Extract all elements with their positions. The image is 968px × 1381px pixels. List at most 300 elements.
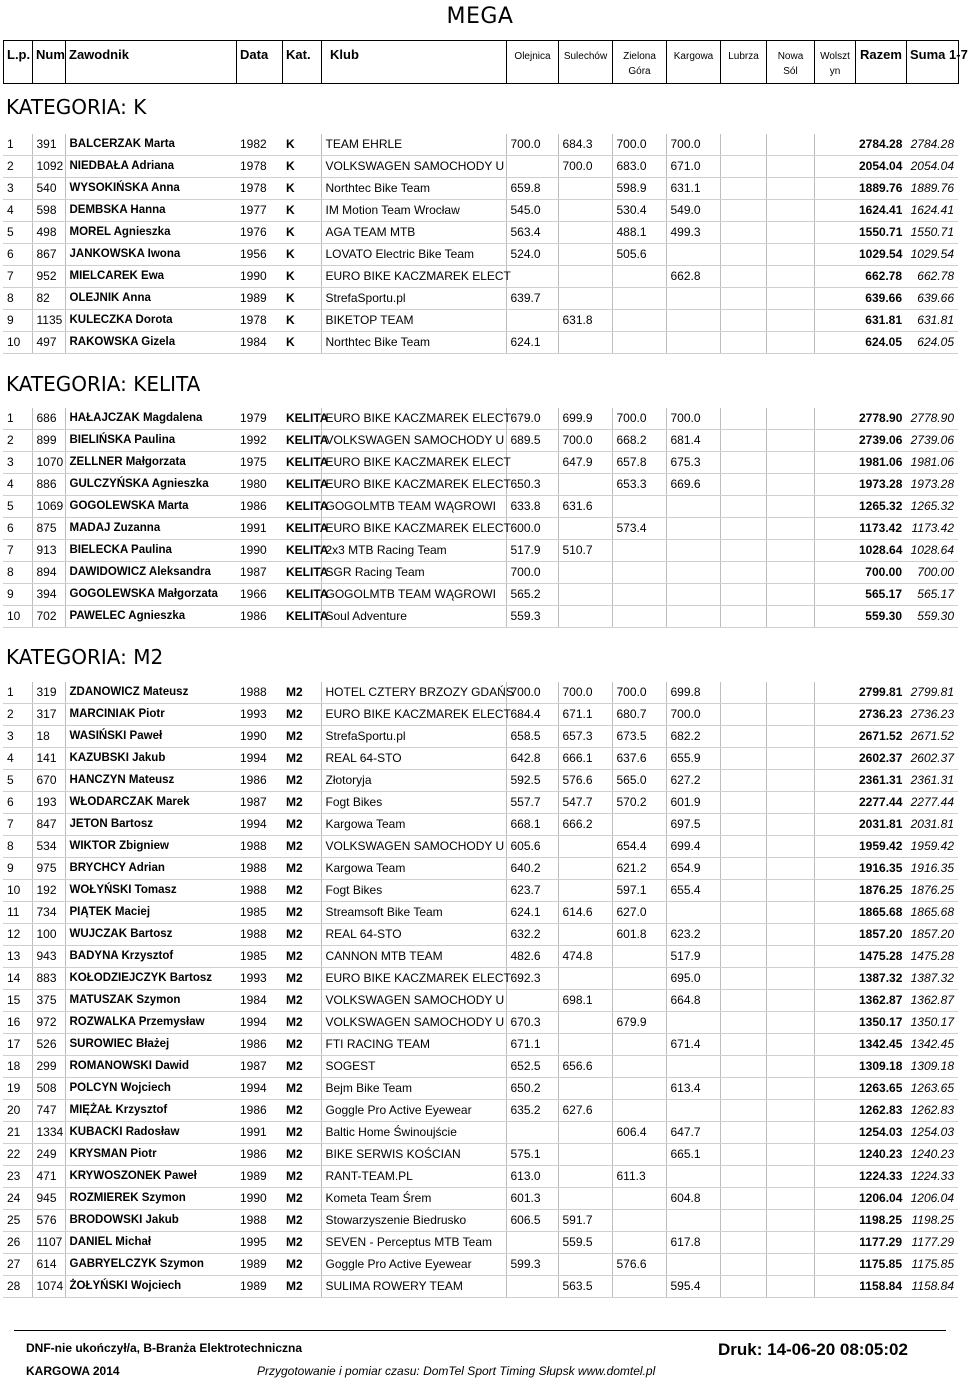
cell-olejnica bbox=[506, 310, 558, 332]
cell-olejnica: 624.1 bbox=[506, 332, 558, 354]
cell-wolsztyn bbox=[814, 836, 855, 858]
cell-razem: 2736.23 bbox=[855, 704, 906, 726]
cell-sulechow: 666.2 bbox=[558, 814, 612, 836]
cell-nowa-sol bbox=[766, 1078, 814, 1100]
cell-wolsztyn bbox=[814, 902, 855, 924]
table-row bbox=[3, 222, 958, 244]
cell-num: 1334 bbox=[32, 1122, 65, 1144]
cell-data: 1984 bbox=[236, 332, 282, 354]
cell-klub: EURO BIKE KACZMAREK ELECT bbox=[321, 408, 506, 430]
cell-sulechow bbox=[558, 178, 612, 200]
cell-kat: M2 bbox=[282, 968, 321, 990]
table-row bbox=[3, 792, 958, 814]
table-row bbox=[3, 770, 958, 792]
cell-klub: Goggle Pro Active Eyewear bbox=[321, 1254, 506, 1276]
cell-razem: 1475.28 bbox=[855, 946, 906, 968]
cell-zawodnik: MIĘŻAŁ Krzysztof bbox=[65, 1100, 236, 1122]
cell-nowa-sol bbox=[766, 924, 814, 946]
cell-kargowa bbox=[666, 562, 720, 584]
cell-suma: 2739.06 bbox=[906, 430, 958, 452]
cell-data: 1994 bbox=[236, 1078, 282, 1100]
cell-zielona-gora bbox=[612, 1100, 666, 1122]
cell-lubrza bbox=[720, 880, 766, 902]
cell-zielona-gora: 637.6 bbox=[612, 748, 666, 770]
cell-wolsztyn bbox=[814, 452, 855, 474]
cell-kargowa bbox=[666, 1210, 720, 1232]
cell-lubrza bbox=[720, 288, 766, 310]
cell-kat: M2 bbox=[282, 1100, 321, 1122]
cell-nowa-sol bbox=[766, 1188, 814, 1210]
cell-razem: 1309.18 bbox=[855, 1056, 906, 1078]
cell-razem: 1350.17 bbox=[855, 1012, 906, 1034]
footer-legend: DNF-nie ukończył/a, B-Branża Elektrotechniczna bbox=[26, 1341, 303, 1355]
cell-num: 598 bbox=[32, 200, 65, 222]
cell-zawodnik: PAWELEC Agnieszka bbox=[65, 606, 236, 628]
cell-klub: GOGOLMTB TEAM WĄGROWI bbox=[321, 496, 506, 518]
cell-lubrza bbox=[720, 518, 766, 540]
cell-lubrza bbox=[720, 792, 766, 814]
table-row bbox=[3, 1232, 958, 1254]
cell-num: 1107 bbox=[32, 1232, 65, 1254]
cell-olejnica: 600.0 bbox=[506, 518, 558, 540]
cell-wolsztyn bbox=[814, 1078, 855, 1100]
cell-zielona-gora: 700.0 bbox=[612, 408, 666, 430]
header-kat: Kat. bbox=[283, 41, 322, 84]
cell-klub: VOLKSWAGEN SAMOCHODY U bbox=[321, 430, 506, 452]
cell-klub: EURO BIKE KACZMAREK ELECT bbox=[321, 968, 506, 990]
cell-razem: 2054.04 bbox=[855, 156, 906, 178]
cell-sulechow bbox=[558, 1166, 612, 1188]
cell-olejnica: 545.0 bbox=[506, 200, 558, 222]
cell-kat: M2 bbox=[282, 1122, 321, 1144]
cell-zielona-gora bbox=[612, 1078, 666, 1100]
cell-klub: EURO BIKE KACZMAREK ELECT bbox=[321, 518, 506, 540]
cell-data: 1991 bbox=[236, 1122, 282, 1144]
cell-suma: 559.30 bbox=[906, 606, 958, 628]
cell-sulechow bbox=[558, 266, 612, 288]
table-row bbox=[3, 924, 958, 946]
cell-suma: 639.66 bbox=[906, 288, 958, 310]
cell-suma: 1240.23 bbox=[906, 1144, 958, 1166]
cell-lubrza bbox=[720, 244, 766, 266]
cell-suma: 2602.37 bbox=[906, 748, 958, 770]
table-row bbox=[3, 540, 958, 562]
header-wolsztyn: Wolsztyn bbox=[815, 41, 856, 84]
cell-wolsztyn bbox=[814, 408, 855, 430]
cell-sulechow: 614.6 bbox=[558, 902, 612, 924]
cell-olejnica: 679.0 bbox=[506, 408, 558, 430]
cell-num: 670 bbox=[32, 770, 65, 792]
cell-lubrza bbox=[720, 704, 766, 726]
cell-lp: 2 bbox=[3, 704, 32, 726]
cell-lp: 19 bbox=[3, 1078, 32, 1100]
cell-wolsztyn bbox=[814, 1012, 855, 1034]
cell-zawodnik: DEMBSKA Hanna bbox=[65, 200, 236, 222]
cell-klub: VOLKSWAGEN SAMOCHODY U bbox=[321, 156, 506, 178]
cell-olejnica: 650.3 bbox=[506, 474, 558, 496]
cell-kargowa bbox=[666, 1012, 720, 1034]
cell-nowa-sol bbox=[766, 990, 814, 1012]
cell-suma: 1624.41 bbox=[906, 200, 958, 222]
cell-sulechow bbox=[558, 968, 612, 990]
cell-num: 576 bbox=[32, 1210, 65, 1232]
cell-klub: Fogt Bikes bbox=[321, 792, 506, 814]
cell-olejnica: 613.0 bbox=[506, 1166, 558, 1188]
cell-lp: 25 bbox=[3, 1210, 32, 1232]
header-zawodnik: Zawodnik bbox=[66, 41, 237, 84]
cell-num: 867 bbox=[32, 244, 65, 266]
cell-sulechow bbox=[558, 200, 612, 222]
cell-lp: 9 bbox=[3, 858, 32, 880]
cell-olejnica: 700.0 bbox=[506, 562, 558, 584]
cell-razem: 1550.71 bbox=[855, 222, 906, 244]
cell-olejnica: 659.8 bbox=[506, 178, 558, 200]
cell-nowa-sol bbox=[766, 858, 814, 880]
table-row bbox=[3, 836, 958, 858]
cell-kat: M2 bbox=[282, 902, 321, 924]
cell-lubrza bbox=[720, 1166, 766, 1188]
cell-klub: GOGOLMTB TEAM WĄGROWI bbox=[321, 584, 506, 606]
cell-nowa-sol bbox=[766, 606, 814, 628]
cell-zielona-gora: 679.9 bbox=[612, 1012, 666, 1034]
cell-kat: KELITA bbox=[282, 430, 321, 452]
cell-zielona-gora: 621.2 bbox=[612, 858, 666, 880]
cell-lubrza bbox=[720, 496, 766, 518]
cell-lp: 23 bbox=[3, 1166, 32, 1188]
cell-olejnica bbox=[506, 990, 558, 1012]
cell-wolsztyn bbox=[814, 310, 855, 332]
cell-sulechow bbox=[558, 880, 612, 902]
cell-kat: K bbox=[282, 266, 321, 288]
cell-data: 1991 bbox=[236, 518, 282, 540]
cell-zawodnik: HAŁAJCZAK Magdalena bbox=[65, 408, 236, 430]
cell-wolsztyn bbox=[814, 924, 855, 946]
cell-data: 1992 bbox=[236, 430, 282, 452]
cell-razem: 1224.33 bbox=[855, 1166, 906, 1188]
cell-zielona-gora: 653.3 bbox=[612, 474, 666, 496]
cell-klub: Streamsoft Bike Team bbox=[321, 902, 506, 924]
cell-lp: 28 bbox=[3, 1276, 32, 1298]
cell-sulechow bbox=[558, 924, 612, 946]
cell-zielona-gora bbox=[612, 584, 666, 606]
cell-olejnica: 605.6 bbox=[506, 836, 558, 858]
cell-wolsztyn bbox=[814, 880, 855, 902]
table-row bbox=[3, 606, 958, 628]
table-row bbox=[3, 288, 958, 310]
cell-kat: M2 bbox=[282, 1254, 321, 1276]
cell-razem: 2671.52 bbox=[855, 726, 906, 748]
header-num: Num bbox=[33, 41, 66, 84]
cell-num: 319 bbox=[32, 682, 65, 704]
cell-klub: Kargowa Team bbox=[321, 858, 506, 880]
cell-lubrza bbox=[720, 606, 766, 628]
cell-kat: M2 bbox=[282, 1056, 321, 1078]
cell-zielona-gora bbox=[612, 606, 666, 628]
cell-nowa-sol bbox=[766, 200, 814, 222]
cell-zielona-gora bbox=[612, 288, 666, 310]
cell-zawodnik: GULCZYŃSKA Agnieszka bbox=[65, 474, 236, 496]
cell-kat: KELITA bbox=[282, 518, 321, 540]
cell-suma: 1029.54 bbox=[906, 244, 958, 266]
footer-divider bbox=[14, 1330, 946, 1331]
cell-nowa-sol bbox=[766, 836, 814, 858]
cell-lp: 7 bbox=[3, 540, 32, 562]
cell-num: 82 bbox=[32, 288, 65, 310]
cell-kargowa: 604.8 bbox=[666, 1188, 720, 1210]
cell-razem: 565.17 bbox=[855, 584, 906, 606]
cell-razem: 2602.37 bbox=[855, 748, 906, 770]
cell-nowa-sol bbox=[766, 288, 814, 310]
cell-olejnica: 633.8 bbox=[506, 496, 558, 518]
cell-klub: EURO BIKE KACZMAREK ELECT bbox=[321, 474, 506, 496]
cell-olejnica: 658.5 bbox=[506, 726, 558, 748]
cell-olejnica: 599.3 bbox=[506, 1254, 558, 1276]
table-row bbox=[3, 430, 958, 452]
table-row bbox=[3, 968, 958, 990]
cell-lp: 5 bbox=[3, 496, 32, 518]
cell-sulechow bbox=[558, 1122, 612, 1144]
cell-razem: 2784.28 bbox=[855, 134, 906, 156]
cell-sulechow: 698.1 bbox=[558, 990, 612, 1012]
cell-kargowa bbox=[666, 584, 720, 606]
cell-wolsztyn bbox=[814, 244, 855, 266]
cell-kargowa bbox=[666, 902, 720, 924]
cell-num: 975 bbox=[32, 858, 65, 880]
cell-kat: M2 bbox=[282, 946, 321, 968]
cell-zawodnik: ZDANOWICZ Mateusz bbox=[65, 682, 236, 704]
cell-kargowa bbox=[666, 1100, 720, 1122]
cell-lp: 9 bbox=[3, 584, 32, 606]
header-suma: Suma 1-7 bbox=[907, 41, 959, 84]
cell-data: 1993 bbox=[236, 968, 282, 990]
cell-zawodnik: MIELCAREK Ewa bbox=[65, 266, 236, 288]
cell-nowa-sol bbox=[766, 814, 814, 836]
cell-data: 1966 bbox=[236, 584, 282, 606]
cell-lubrza bbox=[720, 748, 766, 770]
cell-razem: 2739.06 bbox=[855, 430, 906, 452]
cell-num: 498 bbox=[32, 222, 65, 244]
cell-nowa-sol bbox=[766, 222, 814, 244]
cell-lp: 18 bbox=[3, 1056, 32, 1078]
cell-lubrza bbox=[720, 222, 766, 244]
cell-data: 1978 bbox=[236, 156, 282, 178]
cell-kargowa: 595.4 bbox=[666, 1276, 720, 1298]
table-row bbox=[3, 748, 958, 770]
cell-zielona-gora: 606.4 bbox=[612, 1122, 666, 1144]
cell-wolsztyn bbox=[814, 968, 855, 990]
cell-num: 847 bbox=[32, 814, 65, 836]
cell-nowa-sol bbox=[766, 946, 814, 968]
cell-kargowa: 700.0 bbox=[666, 704, 720, 726]
cell-suma: 2054.04 bbox=[906, 156, 958, 178]
cell-data: 1990 bbox=[236, 540, 282, 562]
cell-data: 1984 bbox=[236, 990, 282, 1012]
cell-suma: 1550.71 bbox=[906, 222, 958, 244]
cell-suma: 1876.25 bbox=[906, 880, 958, 902]
cell-zawodnik: NIEDBAŁA Adriana bbox=[65, 156, 236, 178]
cell-data: 1988 bbox=[236, 858, 282, 880]
cell-olejnica bbox=[506, 266, 558, 288]
table-row bbox=[3, 1056, 958, 1078]
cell-kargowa bbox=[666, 540, 720, 562]
cell-zielona-gora bbox=[612, 1210, 666, 1232]
cell-suma: 1206.04 bbox=[906, 1188, 958, 1210]
cell-zawodnik: BALCERZAK Marta bbox=[65, 134, 236, 156]
cell-lubrza bbox=[720, 1144, 766, 1166]
cell-data: 1979 bbox=[236, 408, 282, 430]
cell-wolsztyn bbox=[814, 156, 855, 178]
table-row bbox=[3, 1254, 958, 1276]
cell-suma: 631.81 bbox=[906, 310, 958, 332]
cell-klub: LOVATO Electric Bike Team bbox=[321, 244, 506, 266]
cell-lubrza bbox=[720, 540, 766, 562]
cell-wolsztyn bbox=[814, 1276, 855, 1298]
cell-lp: 8 bbox=[3, 288, 32, 310]
table-row bbox=[3, 1144, 958, 1166]
table-row bbox=[3, 200, 958, 222]
cell-klub: Złotoryja bbox=[321, 770, 506, 792]
cell-zawodnik: MADAJ Zuzanna bbox=[65, 518, 236, 540]
cell-lp: 5 bbox=[3, 222, 32, 244]
cell-num: 1069 bbox=[32, 496, 65, 518]
cell-num: 1135 bbox=[32, 310, 65, 332]
cell-lubrza bbox=[720, 836, 766, 858]
cell-kat: K bbox=[282, 156, 321, 178]
cell-sulechow bbox=[558, 606, 612, 628]
cell-wolsztyn bbox=[814, 858, 855, 880]
table-row bbox=[3, 518, 958, 540]
cell-wolsztyn bbox=[814, 1056, 855, 1078]
cell-lubrza bbox=[720, 814, 766, 836]
cell-nowa-sol bbox=[766, 156, 814, 178]
cell-suma: 1263.65 bbox=[906, 1078, 958, 1100]
cell-wolsztyn bbox=[814, 496, 855, 518]
cell-zielona-gora bbox=[612, 814, 666, 836]
cell-olejnica: 524.0 bbox=[506, 244, 558, 266]
cell-sulechow bbox=[558, 222, 612, 244]
cell-zawodnik: KAZUBSKI Jakub bbox=[65, 748, 236, 770]
cell-lubrza bbox=[720, 726, 766, 748]
cell-lp: 1 bbox=[3, 134, 32, 156]
cell-suma: 2778.90 bbox=[906, 408, 958, 430]
cell-data: 1988 bbox=[236, 682, 282, 704]
table-row bbox=[3, 858, 958, 880]
cell-lubrza bbox=[720, 584, 766, 606]
cell-olejnica: 557.7 bbox=[506, 792, 558, 814]
cell-klub: Baltic Home Świnoujście bbox=[321, 1122, 506, 1144]
cell-suma: 624.05 bbox=[906, 332, 958, 354]
cell-kargowa bbox=[666, 496, 720, 518]
cell-suma: 2784.28 bbox=[906, 134, 958, 156]
cell-olejnica: 650.2 bbox=[506, 1078, 558, 1100]
cell-num: 100 bbox=[32, 924, 65, 946]
cell-razem: 1265.32 bbox=[855, 496, 906, 518]
cell-kat: M2 bbox=[282, 1078, 321, 1100]
cell-olejnica: 668.1 bbox=[506, 814, 558, 836]
cell-razem: 1254.03 bbox=[855, 1122, 906, 1144]
table-row bbox=[3, 134, 958, 156]
cell-nowa-sol bbox=[766, 1254, 814, 1276]
cell-lp: 3 bbox=[3, 726, 32, 748]
cell-wolsztyn bbox=[814, 704, 855, 726]
cell-klub: SGR Racing Team bbox=[321, 562, 506, 584]
cell-klub: Fogt Bikes bbox=[321, 880, 506, 902]
cell-wolsztyn bbox=[814, 288, 855, 310]
cell-kat: M2 bbox=[282, 1166, 321, 1188]
cell-kargowa: 682.2 bbox=[666, 726, 720, 748]
cell-suma: 1175.85 bbox=[906, 1254, 958, 1276]
cell-kargowa bbox=[666, 1056, 720, 1078]
cell-kargowa: 623.2 bbox=[666, 924, 720, 946]
cell-sulechow: 647.9 bbox=[558, 452, 612, 474]
cell-zielona-gora: 505.6 bbox=[612, 244, 666, 266]
cell-zawodnik: MATUSZAK Szymon bbox=[65, 990, 236, 1012]
cell-klub: IM Motion Team Wrocław bbox=[321, 200, 506, 222]
table-row bbox=[3, 156, 958, 178]
cell-num: 540 bbox=[32, 178, 65, 200]
table-row bbox=[3, 1100, 958, 1122]
cell-num: 972 bbox=[32, 1012, 65, 1034]
table-row bbox=[3, 562, 958, 584]
table-row bbox=[3, 704, 958, 726]
cell-sulechow: 684.3 bbox=[558, 134, 612, 156]
cell-klub: HOTEL CZTERY BRZOZY GDAŃS bbox=[321, 682, 506, 704]
cell-kargowa: 671.0 bbox=[666, 156, 720, 178]
cell-data: 1975 bbox=[236, 452, 282, 474]
cell-olejnica: 559.3 bbox=[506, 606, 558, 628]
cell-zawodnik: WASIŃSKI Paweł bbox=[65, 726, 236, 748]
cell-num: 249 bbox=[32, 1144, 65, 1166]
cell-zielona-gora: 700.0 bbox=[612, 134, 666, 156]
column-header bbox=[3, 40, 968, 84]
cell-olejnica: 671.1 bbox=[506, 1034, 558, 1056]
cell-nowa-sol bbox=[766, 244, 814, 266]
cell-num: 299 bbox=[32, 1056, 65, 1078]
cell-olejnica: 670.3 bbox=[506, 1012, 558, 1034]
cell-num: 875 bbox=[32, 518, 65, 540]
table-row bbox=[3, 1276, 958, 1298]
cell-num: 734 bbox=[32, 902, 65, 924]
cell-data: 1994 bbox=[236, 748, 282, 770]
header-lubrza: Lubrza bbox=[721, 41, 767, 84]
cell-zawodnik: KRYWOSZONEK Paweł bbox=[65, 1166, 236, 1188]
cell-razem: 1198.25 bbox=[855, 1210, 906, 1232]
cell-zawodnik: OLEJNIK Anna bbox=[65, 288, 236, 310]
cell-olejnica bbox=[506, 1232, 558, 1254]
cell-kargowa: 664.8 bbox=[666, 990, 720, 1012]
cell-razem: 1876.25 bbox=[855, 880, 906, 902]
cell-suma: 1309.18 bbox=[906, 1056, 958, 1078]
cell-zielona-gora bbox=[612, 266, 666, 288]
cell-sulechow: 510.7 bbox=[558, 540, 612, 562]
cell-zielona-gora: 611.3 bbox=[612, 1166, 666, 1188]
cell-kargowa bbox=[666, 518, 720, 540]
cell-kat: M2 bbox=[282, 682, 321, 704]
cell-lubrza bbox=[720, 1100, 766, 1122]
cell-razem: 1262.83 bbox=[855, 1100, 906, 1122]
cell-zawodnik: ZELLNER Małgorzata bbox=[65, 452, 236, 474]
cell-lubrza bbox=[720, 134, 766, 156]
cell-num: 945 bbox=[32, 1188, 65, 1210]
cell-data: 1986 bbox=[236, 496, 282, 518]
cell-num: 192 bbox=[32, 880, 65, 902]
cell-kargowa: 627.2 bbox=[666, 770, 720, 792]
cell-razem: 1028.64 bbox=[855, 540, 906, 562]
cell-kat: KELITA bbox=[282, 562, 321, 584]
cell-data: 1994 bbox=[236, 1012, 282, 1034]
cell-wolsztyn bbox=[814, 1232, 855, 1254]
cell-wolsztyn bbox=[814, 1188, 855, 1210]
